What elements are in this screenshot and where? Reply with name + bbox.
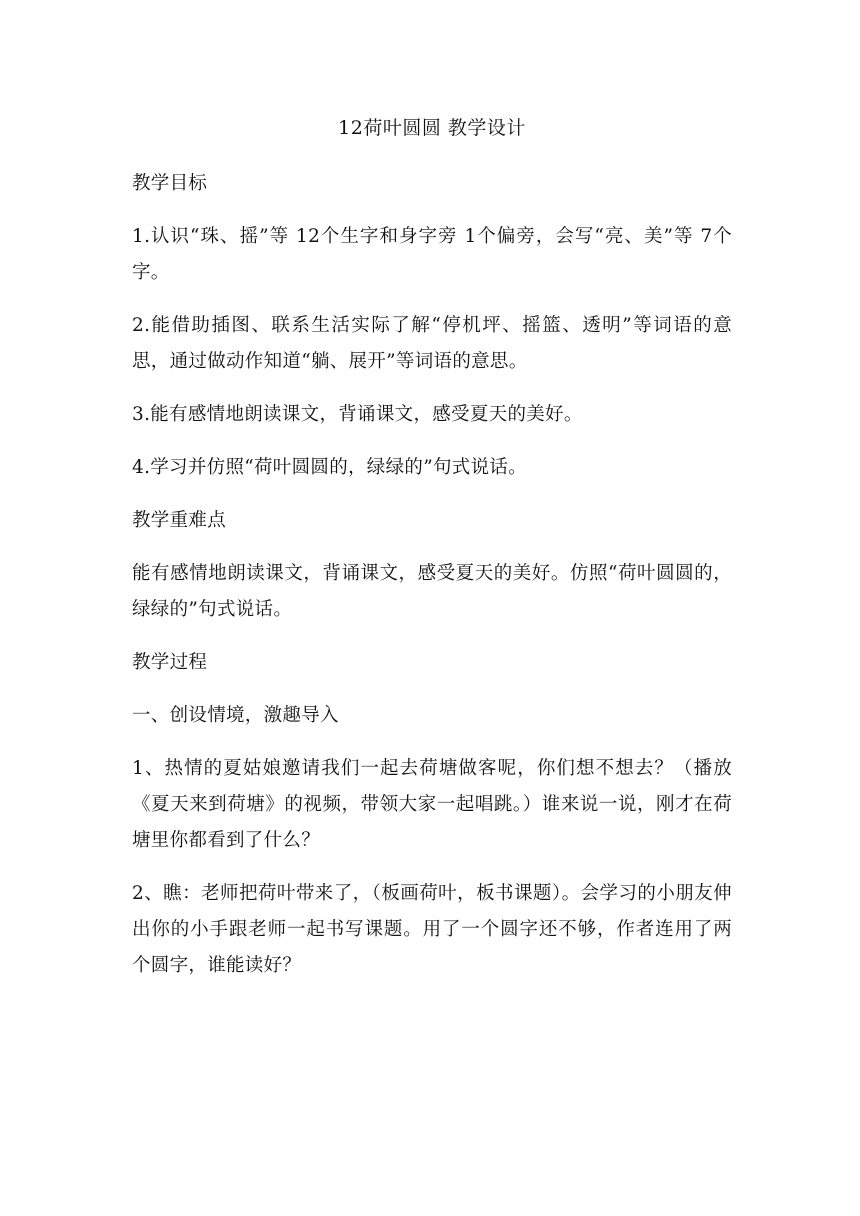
heading-key-difficulties: 教学重难点 <box>132 510 227 531</box>
document-body <box>132 112 732 1001</box>
process-step-1: 1、热情的夏姑娘邀请我们一起去荷塘做客呢，你们想不想去？（播放《夏天来到荷塘》的视频，带领大家一起唱跳。）谁来说一说，刚才在荷塘里你都看到了什么？ <box>132 758 732 851</box>
heading-teaching-goals: 教学目标 <box>132 173 208 194</box>
process-step-2: 2、瞧：老师把荷叶带来了，（板画荷叶，板书课题）。会学习的小朋友伸出你的小手跟老师一起书写课题。用了一个圆字还不够，作者连用了两个圆字，谁能读好？ <box>132 883 732 976</box>
goal-item-3: 3.能有感情地朗读课文，背诵课文，感受夏天的美好。 <box>132 404 583 425</box>
goal-item-1: 1.认识“珠、摇”等 12个生字和身字旁 1个偏旁，会写“亮、美”等 7个字。 <box>132 226 732 283</box>
heading-teaching-process: 教学过程 <box>132 652 208 673</box>
key-difficulties-text: 能有感情地朗读课文，背诵课文，感受夏天的美好。仿照“荷叶圆圆的，绿绿的”句式说话。 <box>132 563 732 620</box>
goal-item-2: 2.能借助插图、联系生活实际了解“停机坪、摇篮、透明”等词语的意思，通过做动作知道“躺、展开”等词语的意思。 <box>132 315 732 372</box>
goal-item-4: 4.学习并仿照“荷叶圆圆的，绿绿的”句式说话。 <box>132 457 527 478</box>
document-title: 12荷叶圆圆 教学设计 <box>338 117 526 139</box>
section-heading-1: 一、创设情境，激趣导入 <box>132 705 339 726</box>
